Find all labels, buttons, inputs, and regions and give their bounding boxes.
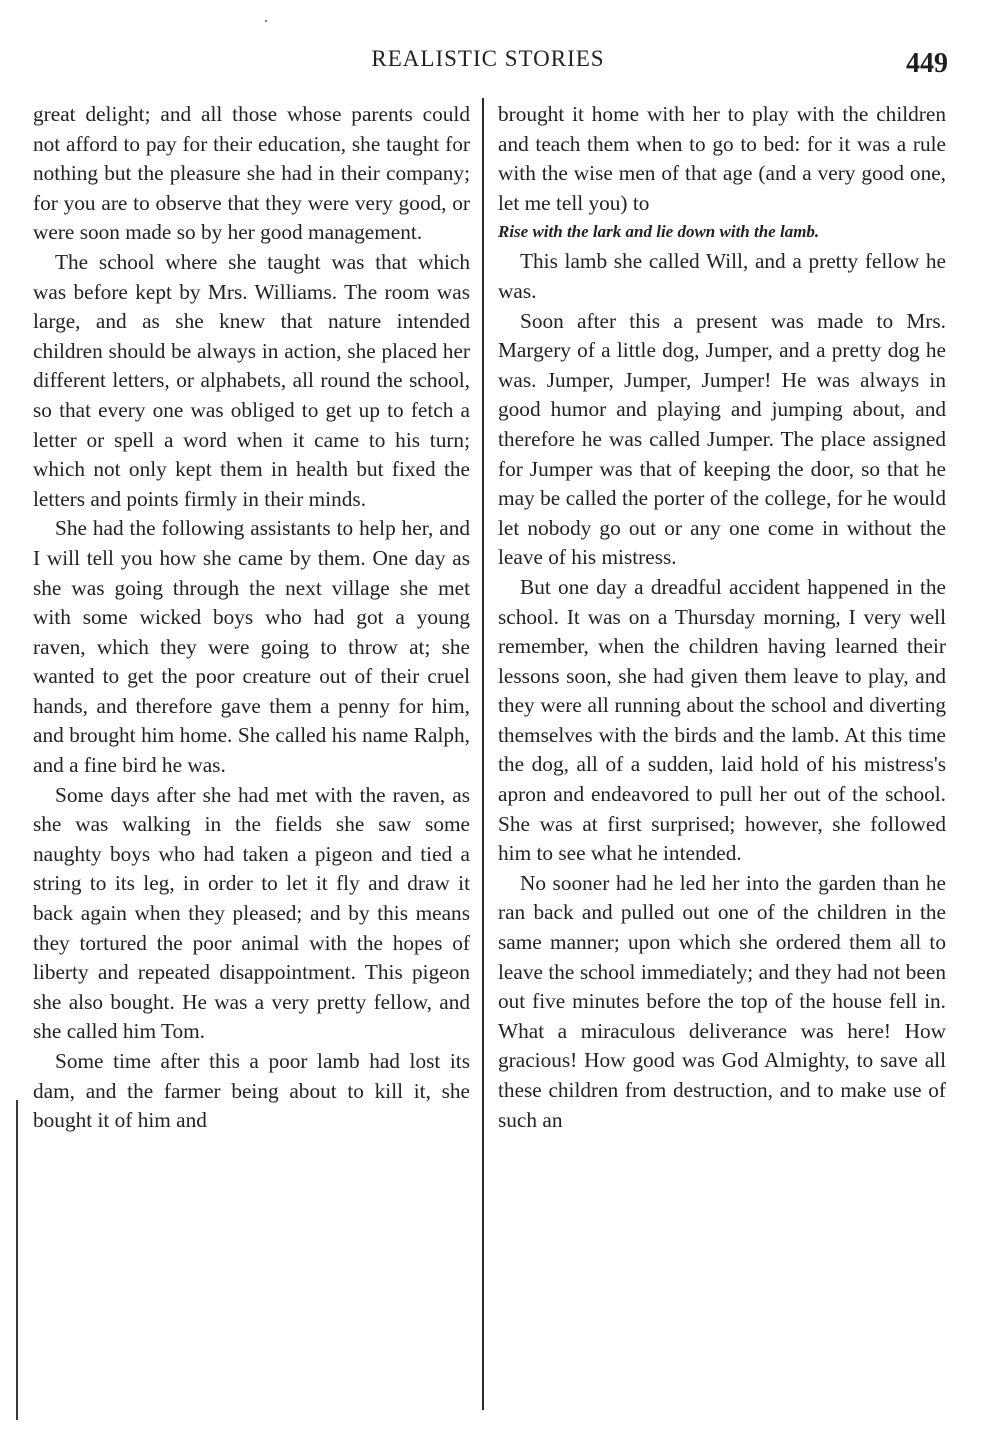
paragraph: This lamb she called Will, and a pretty fellow he was. bbox=[498, 249, 946, 303]
left-column bbox=[33, 100, 470, 1136]
paragraph: The school where she taught was that which was before kept by Mrs. Williams. The room was large, and as she knew that nature intended children should be always in action, she placed her different letters, or alphabets, all round the school, so that every one was obliged to get up to fetch a letter or spell a word when it came to his turn; which not only kept them in health but fixed the letters and points firmly in their minds. bbox=[33, 249, 470, 511]
paragraph: Some days after she had met with the raven, as she was walking in the fields she saw some naughty boys who had taken a pigeon and tied a string to its leg, in order to let it fly and draw it back again when they pleased; and by this means they tortured the poor animal with the hopes of liberty and repeated disappointment. This pigeon she also bought. He was a very pretty fellow, and she called him Tom. bbox=[33, 782, 470, 1044]
right-column bbox=[498, 100, 946, 1135]
running-header bbox=[0, 44, 1000, 78]
paragraph: Some time after this a poor lamb had lost its dam, and the farmer being about to kill it, she bought it of him and bbox=[33, 1049, 470, 1133]
paragraph: But one day a dreadful accident happened in the school. It was on a Thursday morning, I very well remember, when the children having learned their lessons soon, she had given them leave to play, and they were all running about the school and diverting themselves with the birds and the lamb. At this time the dog, all of a sudden, laid hold of his mistress's apron and endeavored to pull her out of the school. She was at first surprised; however, she followed him to see what he intended. bbox=[498, 574, 946, 866]
print-speck bbox=[265, 20, 267, 22]
paragraph: No sooner had he led her into the garden than he ran back and pulled out one of the children in the same manner; upon which she ordered them all to leave the school immediately; and they had not been out five minutes before the top of the house fell in. What a miraculous deliverance was here! How gracious! How good was God Almighty, to save all these children from destruction, and to make use of such an bbox=[498, 870, 946, 1132]
running-title: REALISTIC STORIES bbox=[371, 46, 605, 71]
page-number: 449 bbox=[906, 48, 948, 79]
paragraph: Soon after this a present was made to Mrs. Margery of a little dog, Jumper, and a pretty dog he was. Jumper, Jumper, Jumper! He was always in good humor and playing and jumping about, and therefore he was called Jumper. The place assigned for Jumper was that of keeping the door, so that he may be called the porter of the college, for he would let nobody go out or any one come in without the leave of his mistress. bbox=[498, 308, 946, 570]
column-divider bbox=[482, 98, 484, 1410]
paragraph: brought it home with her to play with the children and teach them when to go to bed: for it was a rule with the wise men of that age (and a very good one, let me tell you) to bbox=[498, 102, 946, 215]
verse-line: Rise with the lark and lie down with the lamb. bbox=[498, 222, 820, 242]
paragraph: She had the following assistants to help her, and I will tell you how she came by them. One day as she was going through the next village she met with some wicked boys who had got a young raven, which they were going to throw at; she wanted to get the poor creature out of their cruel hands, and therefore gave them a penny for him, and brought him home. She called his name Ralph, and a fine bird he was. bbox=[33, 516, 470, 778]
margin-line bbox=[16, 1100, 18, 1420]
paragraph: great delight; and all those whose parents could not afford to pay for their education, she taught for nothing but the pleasure she had in their company; for you are to observe that they were very good, or were soon made so by her good management. bbox=[33, 102, 470, 245]
